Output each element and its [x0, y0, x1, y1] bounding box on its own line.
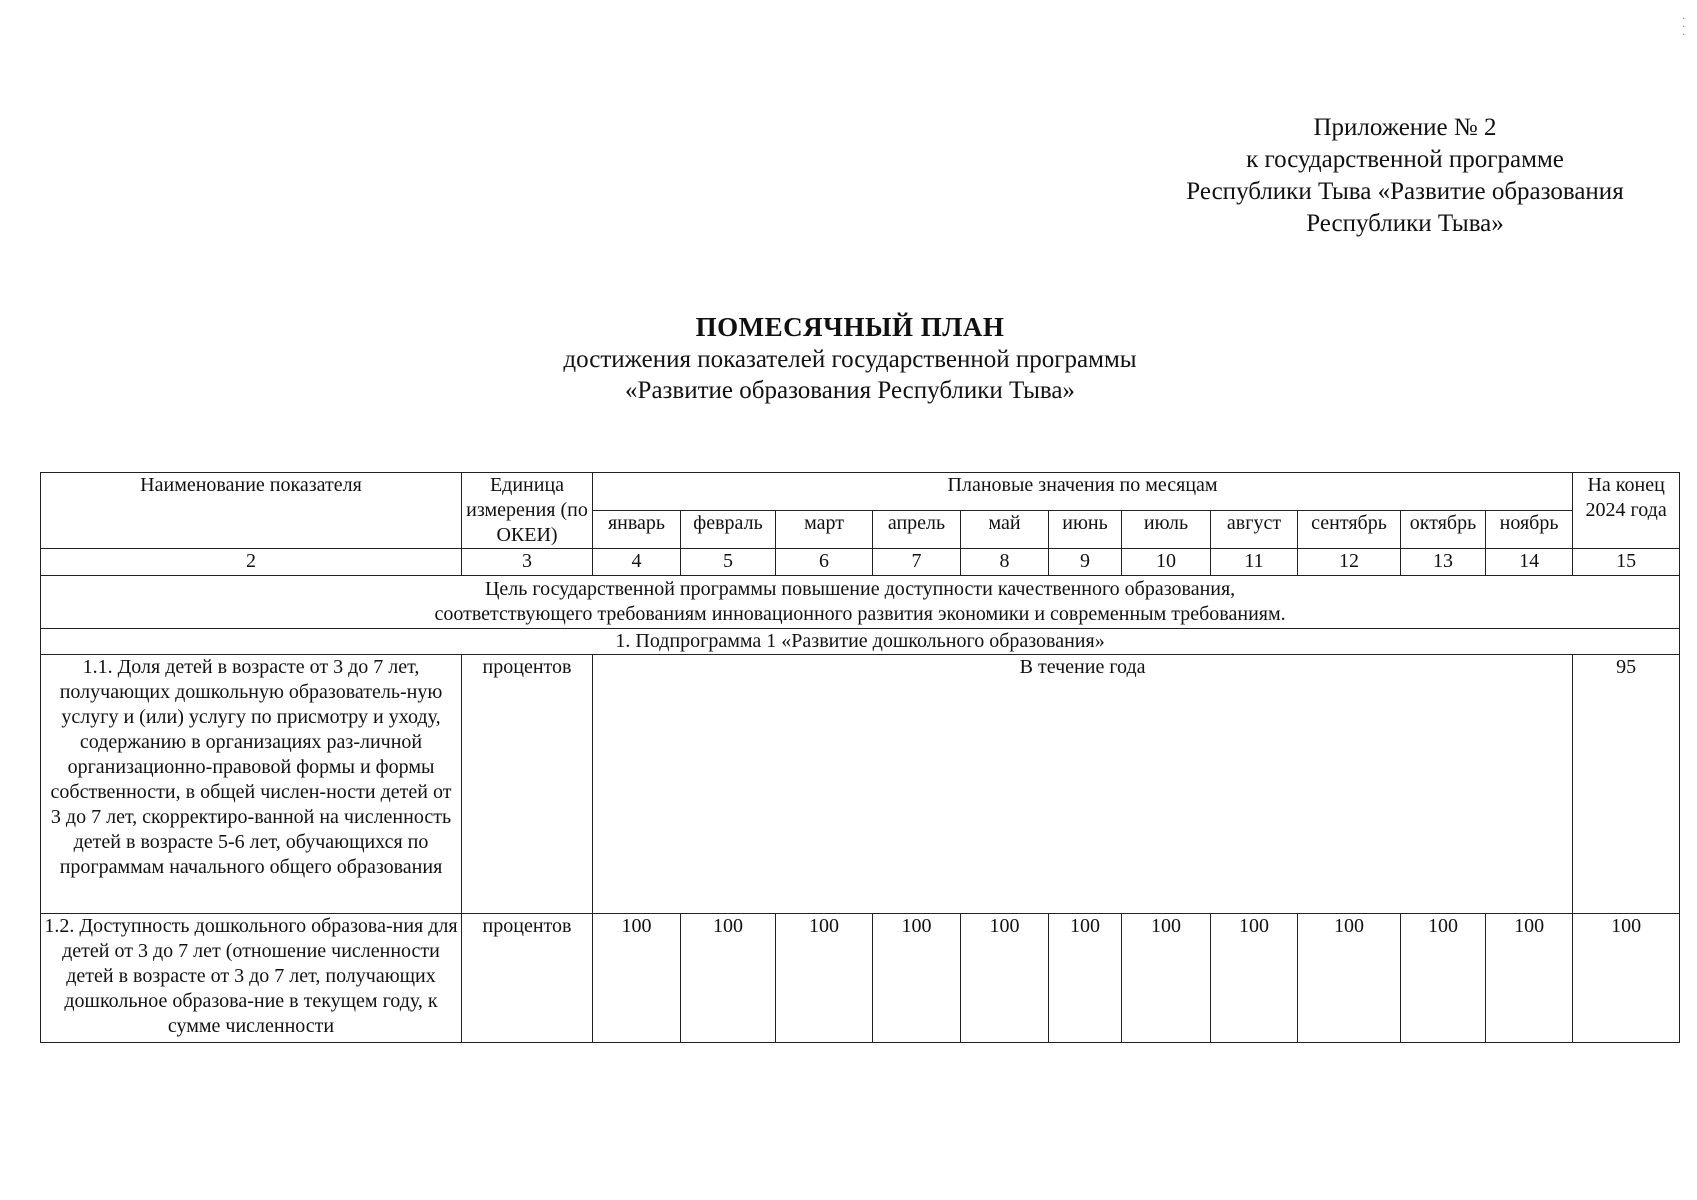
program-goal-line-2: соответствующего требованиям инновационного развития экономики и современным требованиям. [434, 603, 1286, 625]
header-month: апрель [873, 511, 961, 549]
subprogram-title: 1. Подпрограмма 1 «Развитие дошкольного образования» [41, 629, 1680, 655]
column-number: 12 [1298, 549, 1401, 576]
header-indicator-name: Наименование показателя [41, 473, 462, 549]
header-month: август [1211, 511, 1298, 549]
header-month: февраль [681, 511, 776, 549]
header-month: ноябрь [1486, 511, 1573, 549]
document-subtitle-1: достижения показателей государственной программы [563, 346, 1137, 373]
month-value: 100 [593, 914, 681, 1043]
indicator-unit: процентов [462, 655, 593, 914]
scan-artifact: · · · [1682, 14, 1686, 41]
header-row-1 [41, 473, 1680, 511]
month-value: 100 [961, 914, 1049, 1043]
column-number: 5 [681, 549, 776, 576]
end-of-year-value: 95 [1573, 655, 1680, 914]
month-value: 100 [1401, 914, 1486, 1043]
column-number-row [41, 549, 1680, 576]
appendix-line-1: Приложение № 2 [1313, 114, 1497, 141]
document-heading [440, 310, 1260, 406]
column-number: 9 [1049, 549, 1122, 576]
column-number: 3 [462, 549, 593, 576]
document-subtitle-2: «Развитие образования Республики Тыва» [625, 377, 1075, 404]
column-number: 10 [1122, 549, 1211, 576]
appendix-line-3: Республики Тыва «Развитие образования [1186, 178, 1624, 205]
program-goal [41, 576, 1680, 629]
month-value: 100 [681, 914, 776, 1043]
appendix-line-2: к государственной программе [1246, 146, 1564, 173]
header-month: январь [593, 511, 681, 549]
header-month: май [961, 511, 1049, 549]
column-number: 8 [961, 549, 1049, 576]
monthly-plan-table [40, 472, 1680, 1043]
document-title: ПОМЕСЯЧНЫЙ ПЛАН [695, 312, 1005, 342]
header-month: июнь [1049, 511, 1122, 549]
end-of-year-value: 100 [1573, 914, 1680, 1043]
month-value: 100 [1298, 914, 1401, 1043]
header-month: октябрь [1401, 511, 1486, 549]
column-number: 14 [1486, 549, 1573, 576]
indicator-name: 1.1. Доля детей в возрасте от 3 до 7 лет, получающих дошкольную образователь-ную услугу и (или) услугу по присмотру и уходу, содержанию в организациях раз-личной организационно-правовой формы и формы собственности, в общей числен-ности детей от 3 до 7 лет, скорректиро-ванной на численность детей в возрасте 5-6 лет, обучающихся по программам начального общего образования [41, 655, 462, 914]
during-year-value: В течение года [593, 655, 1573, 914]
column-number: 2 [41, 549, 462, 576]
column-number: 6 [776, 549, 873, 576]
column-number: 7 [873, 549, 961, 576]
header-plan-values: Плановые значения по месяцам [593, 473, 1573, 511]
month-value: 100 [1122, 914, 1211, 1043]
month-value: 100 [1486, 914, 1573, 1043]
month-value: 100 [873, 914, 961, 1043]
table-row [41, 655, 1680, 914]
column-number: 13 [1401, 549, 1486, 576]
column-number: 4 [593, 549, 681, 576]
table-row [41, 914, 1680, 1043]
month-value: 100 [1049, 914, 1122, 1043]
indicator-unit: процентов [462, 914, 593, 1043]
appendix-note [1150, 112, 1660, 240]
month-value: 100 [1211, 914, 1298, 1043]
subprogram-row [41, 629, 1680, 655]
indicator-name: 1.2. Доступность дошкольного образова-ния для детей от 3 до 7 лет (отношение численности детей в возрасте от 3 до 7 лет, получающих дошкольное образова-ние в текущем году, к сумме численности [41, 914, 462, 1043]
header-month: март [776, 511, 873, 549]
header-unit: Единица измерения (по ОКЕИ) [462, 473, 593, 549]
header-end-of-year: На конец 2024 года [1573, 473, 1680, 549]
month-value: 100 [776, 914, 873, 1043]
goal-row [41, 576, 1680, 629]
header-month: июль [1122, 511, 1211, 549]
column-number: 11 [1211, 549, 1298, 576]
column-number: 15 [1573, 549, 1680, 576]
program-goal-line-1: Цель государственной программы повышение доступности качественного образования, [484, 578, 1236, 600]
appendix-line-4: Республики Тыва» [1306, 210, 1504, 237]
header-month: сентябрь [1298, 511, 1401, 549]
